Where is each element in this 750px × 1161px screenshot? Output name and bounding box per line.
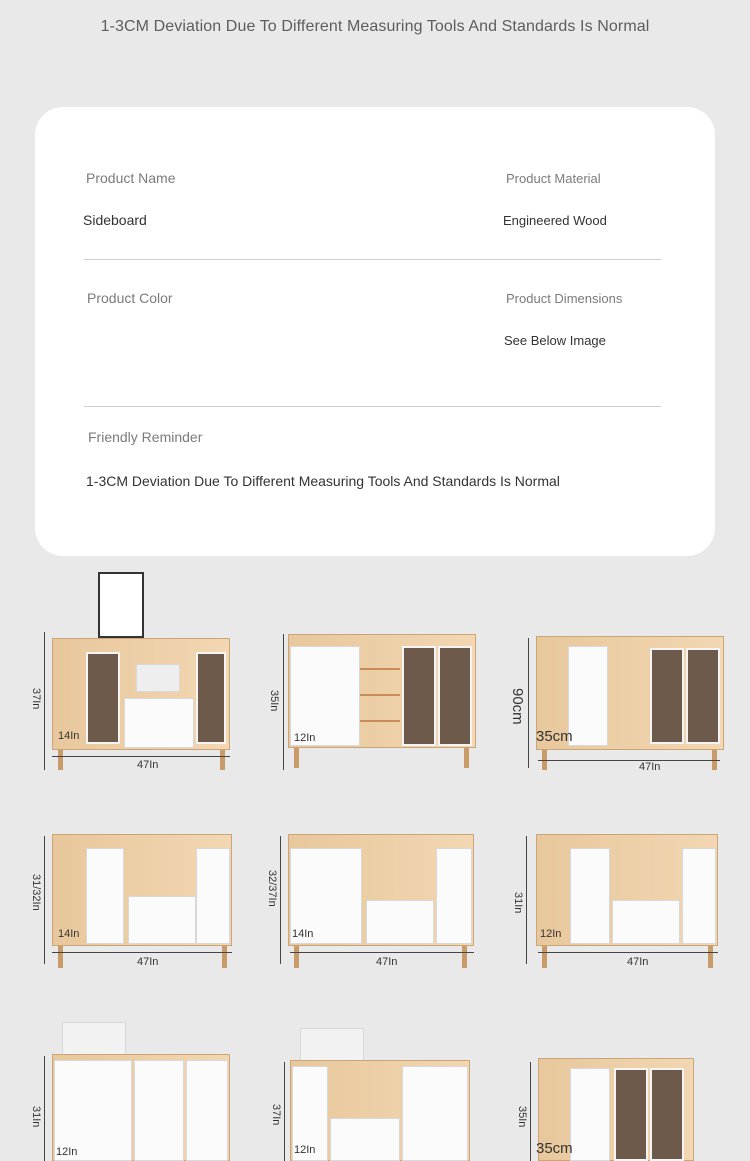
product-name-value: Sideboard [83,212,147,228]
microwave-icon [300,1028,364,1062]
depth-label: 14In [292,928,314,940]
depth-label: 12In [540,928,562,940]
depth-label: 35cm [536,1140,573,1157]
product-image-6 [500,812,750,982]
cabinet-door [128,896,196,944]
width-label: 47In [376,956,398,968]
product-image-3 [500,566,750,781]
height-label: 31In [30,1106,42,1128]
depth-label: 12In [294,732,316,744]
height-label: 35In [516,1106,528,1128]
deviation-banner: 1-3CM Deviation Due To Different Measuring Tools And Standards Is Normal [100,18,650,35]
product-info-card [35,107,715,556]
product-name-label: Product Name [86,170,176,186]
cabinet-door [290,646,360,746]
width-label: 47In [137,956,159,968]
microwave-icon [136,664,180,692]
glass-door [614,1068,648,1161]
height-label: 32/37In [266,870,278,907]
product-color-label: Product Color [87,290,173,306]
cabinet-door [196,848,230,944]
cabinet-door [612,900,680,944]
reminder-label: Friendly Reminder [88,429,203,445]
divider [84,406,661,407]
height-label: 37In [30,688,42,710]
depth-label: 35cm [536,728,573,745]
product-image-grid [0,566,750,1161]
product-image-4 [0,812,250,982]
cabinet-door [330,1118,400,1161]
cabinet-door [124,698,194,748]
glass-door [438,646,472,746]
height-label: 37In [270,1104,282,1126]
depth-label: 12In [294,1144,316,1156]
drawer-stack [134,1060,184,1161]
cabinet-door [186,1060,228,1161]
product-image-9 [500,1016,750,1161]
reminder-value: 1-3CM Deviation Due To Different Measuring Tools And Standards Is Normal [86,473,560,489]
cabinet-door [570,848,610,944]
width-label: 47In [627,956,649,968]
divider [84,259,661,260]
glass-door [650,648,684,744]
cabinet-door [402,1066,468,1161]
cabinet-door [682,848,716,944]
width-label: 47In [639,761,661,773]
glass-door [686,648,720,744]
product-image-1 [0,566,250,781]
cabinet-door [86,848,124,944]
product-image-5 [250,812,500,982]
product-material-label: Product Material [506,171,601,186]
microwave-icon [62,1022,126,1056]
depth-label: 14In [58,928,80,940]
height-label: 35In [268,690,280,712]
height-label: 31In [512,892,524,914]
height-label: 90cm [509,688,526,725]
product-dimensions-label: Product Dimensions [506,291,623,306]
depth-label: 14In [58,730,80,742]
product-image-2 [250,566,500,781]
product-image-7 [0,1016,250,1161]
product-image-8 [250,1016,500,1161]
glass-door [650,1068,684,1161]
depth-label: 12In [56,1146,78,1158]
height-label: 31/32In [30,874,42,911]
cabinet-door [436,848,472,944]
glass-door [196,652,226,744]
width-label: 47In [137,759,159,771]
cabinet-door [366,900,434,944]
cabinet-door [570,1068,610,1161]
product-material-value: Engineered Wood [503,213,607,228]
glass-door [86,652,120,744]
drawer-stack [568,646,608,746]
product-dimensions-value: See Below Image [504,333,606,348]
picture-frame-icon [98,572,144,638]
glass-door [402,646,436,746]
